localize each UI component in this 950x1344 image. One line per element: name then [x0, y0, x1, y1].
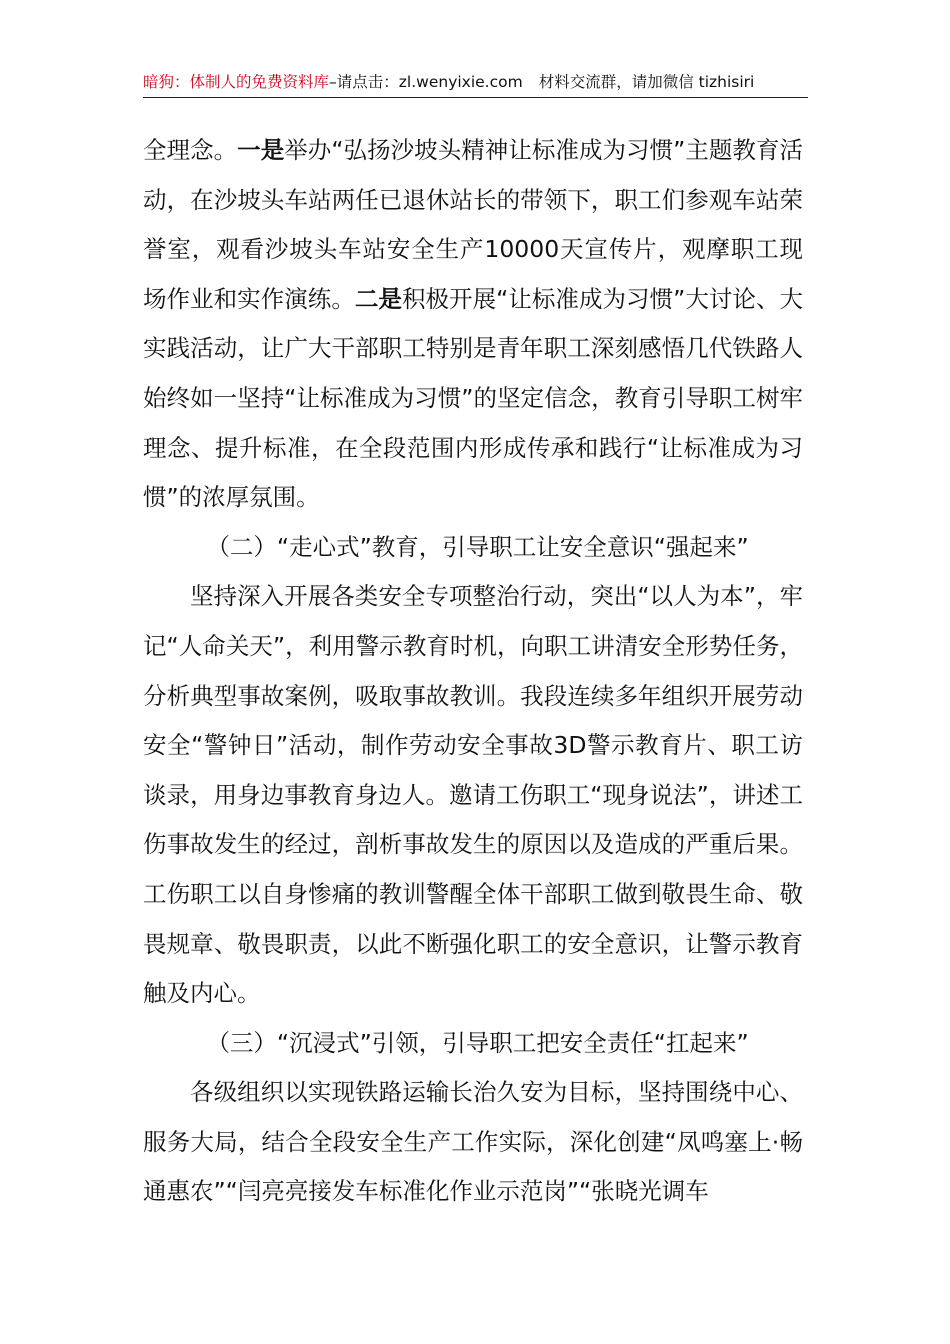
- section-heading-3: （三）“沉浸式”引领，引导职工把安全责任“扛起来”: [206, 1028, 749, 1057]
- paragraph-3: 各级组织以实现铁路运输长治久安为目标，坚持围绕中心、服务大局，结合全段安全生产工作实际，深化创建“凤鸣塞上·畅通惠农”“闫亮亮接发车标准化作业示范岗”“张晓光调车: [143, 1078, 803, 1206]
- header-click-prompt: –请点击：: [329, 73, 399, 91]
- paragraph-1-text-b: 举办“弘扬沙坡头精神让标准成为习惯”主题教育活动，在沙坡头车站两任已退休站长的带领下，职工们参观车站荣誉室，观看沙坡头车站安全生产10000天宣传片，观摩职工现场作业和实作演练。: [143, 136, 804, 313]
- section-heading-2: （二）“走心式”教育，引导职工让安全意识“强起来”: [206, 532, 749, 561]
- header-url-link[interactable]: zl.wenyixie.com: [398, 73, 523, 91]
- paragraph-2: 坚持深入开展各类安全专项整治行动，突出“以人为本”，牢记“人命关天”，利用警示教育时机，向职工讲清安全形势任务，分析典型事故案例，吸取事故教训。我段连续多年组织开展劳动安全“警钟日”活动，制作劳动安全事故3D警示教育片、职工访谈录，用身边事教育身边人。邀请工伤职工“现身说法”，讲述工伤事故发生的经过，剖析事故发生的原因以及造成的严重后果。工伤职工以自身惨痛的教训警醒全体干部职工做到敬畏生命、敬畏规章、敬畏职责，以此不断强化职工的安全意识，让警示教育触及内心。: [143, 582, 803, 1008]
- paragraph-1-text-c: 积极开展“让标准成为习惯”大讨论、大实践活动，让广大干部职工特别是青年职工深刻感悟几代铁路人始终如一坚持“让标准成为习惯”的坚定信念，教育引导职工树牢理念、提升标准，在全段范围内形成传承和践行“让标准成为习惯”的浓厚氛围。: [143, 284, 804, 512]
- paragraph-1-bold-a: 一是: [237, 136, 285, 164]
- header-divider: [143, 97, 808, 98]
- paragraph-1-bold-b: 二是: [354, 284, 402, 313]
- header-site-name: 暗狗：体制人的免费资料库: [143, 73, 330, 91]
- paragraph-1: [143, 126, 803, 523]
- header-wechat-note: 材料交流群，请加微信 tizhisiri: [538, 73, 755, 91]
- paragraph-1-text-a: 全理念。: [143, 136, 238, 164]
- page-header: [143, 68, 808, 96]
- document-body: [143, 126, 803, 1217]
